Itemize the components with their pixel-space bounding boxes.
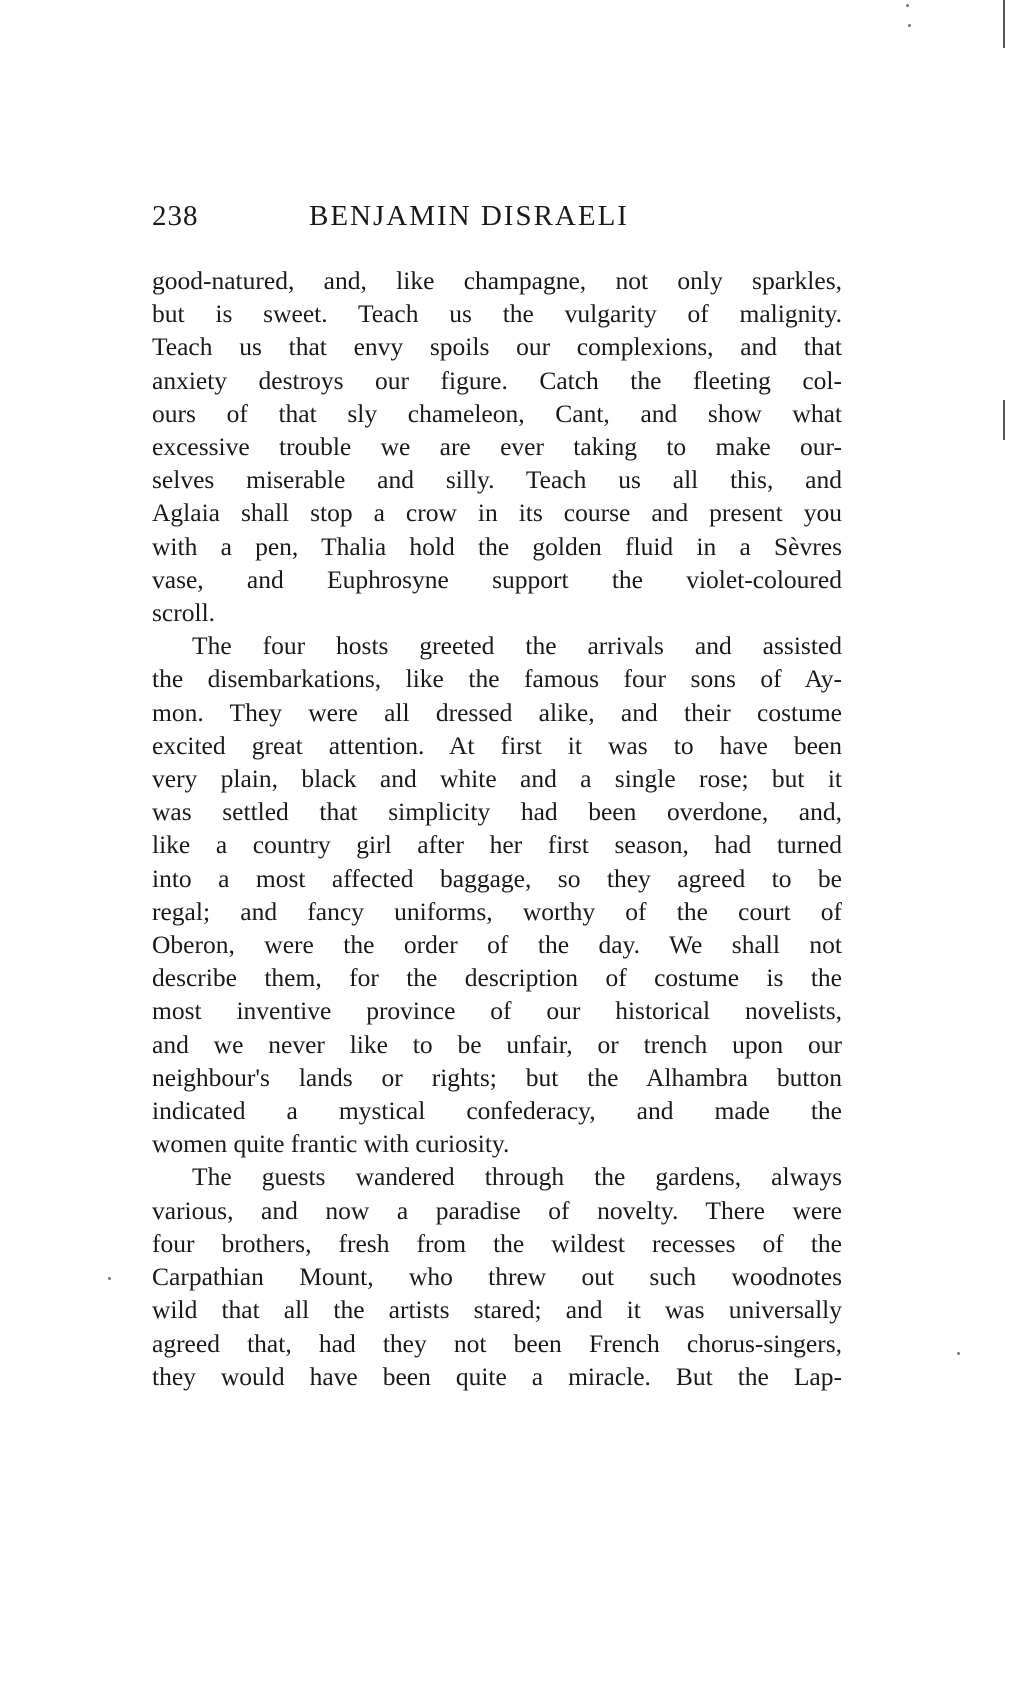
text-line: women quite frantic with curiosity. <box>152 1129 510 1159</box>
page-number: 238 <box>152 200 199 232</box>
text-line: but is sweet. Teach us the vulgarity of malignity. <box>152 299 842 329</box>
scan-speck <box>957 1352 960 1355</box>
text-line: with a pen, Thalia hold the golden fluid in a Sèvres <box>152 531 842 561</box>
body-text <box>152 264 842 1393</box>
text-line: excited great attention. At first it was to have been <box>152 730 842 760</box>
text-line: the disembarkations, like the famous four sons of Ay- <box>152 664 842 694</box>
text-line: The four hosts greeted the arrivals and assisted <box>192 631 842 661</box>
text-line: agreed that, had they not been French chorus-singers, <box>152 1328 842 1358</box>
text-line: four brothers, fresh from the wildest recesses of the <box>152 1228 842 1258</box>
text-line: wild that all the artists stared; and it was universally <box>152 1295 842 1325</box>
page-header <box>152 200 842 240</box>
text-line: Carpathian Mount, who threw out such woodnotes <box>152 1262 842 1292</box>
text-line: indicated a mystical confederacy, and made the <box>152 1096 842 1126</box>
text-line: describe them, for the description of costume is the <box>152 963 842 993</box>
text-line: excessive trouble we are ever taking to make our- <box>152 432 842 462</box>
text-line: scroll. <box>152 598 216 628</box>
scan-speck <box>908 24 911 27</box>
text-line: various, and now a paradise of novelty. There were <box>152 1195 842 1225</box>
text-line: was settled that simplicity had been overdone, and, <box>152 797 842 827</box>
text-line: The guests wandered through the gardens, always <box>192 1162 842 1192</box>
text-line: anxiety destroys our figure. Catch the fleeting col- <box>152 365 842 395</box>
text-line: they would have been quite a miracle. But the Lap- <box>152 1361 842 1391</box>
text-line: regal; and fancy uniforms, worthy of the court of <box>152 896 842 926</box>
scan-mark <box>1003 0 1005 48</box>
text-line: vase, and Euphrosyne support the violet-coloured <box>152 564 842 594</box>
text-line: Aglaia shall stop a crow in its course and present you <box>152 498 842 528</box>
scan-speck <box>108 1277 111 1280</box>
text-line: most inventive province of our historical novelists, <box>152 996 842 1026</box>
running-head: BENJAMIN DISRAELI <box>309 200 629 232</box>
text-line: Oberon, were the order of the day. We shall not <box>152 930 842 960</box>
text-line: Teach us that envy spoils our complexions, and that <box>152 332 842 362</box>
text-line: selves miserable and silly. Teach us all this, and <box>152 465 842 495</box>
text-line: into a most affected baggage, so they agreed to be <box>152 863 842 893</box>
text-line: ours of that sly chameleon, Cant, and show what <box>152 398 842 428</box>
scan-speck <box>906 4 909 7</box>
text-line: neighbour's lands or rights; but the Alhambra button <box>152 1062 842 1092</box>
scan-mark <box>1003 400 1005 440</box>
text-line: mon. They were all dressed alike, and their costume <box>152 697 842 727</box>
text-line: very plain, black and white and a single rose; but it <box>152 764 842 794</box>
text-line: and we never like to be unfair, or trench upon our <box>152 1029 842 1059</box>
text-line: like a country girl after her first season, had turned <box>152 830 842 860</box>
text-line: good-natured, and, like champagne, not only sparkles, <box>152 266 842 295</box>
